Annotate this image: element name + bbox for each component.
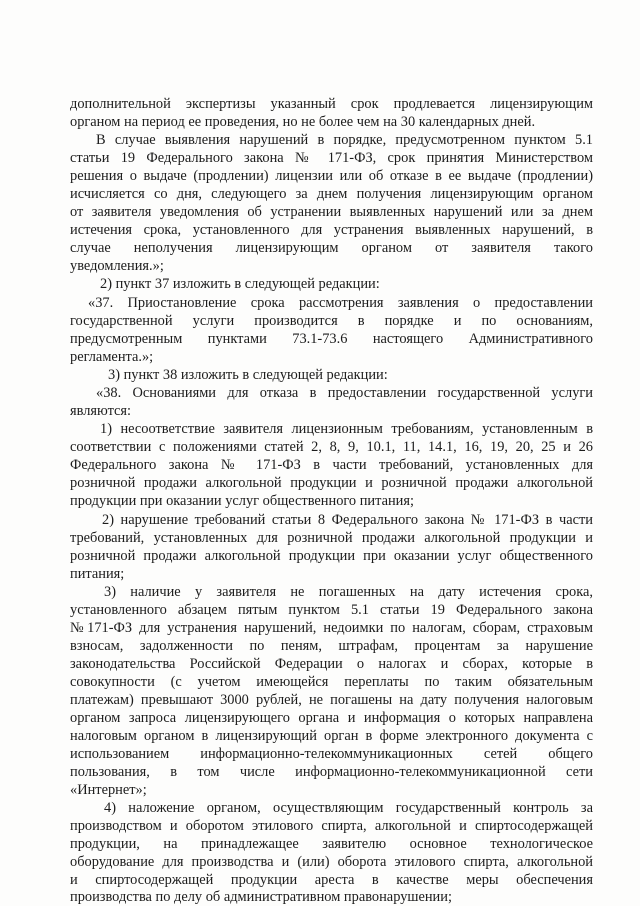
text-line: пользования, в том числе информационно-телекоммуникационной сети [70, 764, 593, 780]
text-line: органом на период ее проведения, но не более чем на 30 календарных дней. [70, 114, 536, 130]
text-line: случае неполучения лицензирующим органом от заявителя такого [70, 240, 593, 256]
text-line: органом запроса лицензирующего органа и информация о которых направлена [70, 710, 593, 726]
text-line: исчисляется со дня, следующего за днем получения лицензирующим органом [70, 186, 593, 202]
text-line: истечения срока, установленного для устранения выявленных нарушений, в [70, 222, 593, 238]
text-line: №171-ФЗ для устранения нарушений, недоимки по налогам, сборам, страховым [70, 620, 593, 636]
text-line: соответствии с положениями статей 2, 8, 9, 10.1, 11, 14.1, 16, 19, 20, 25 и 26 [70, 439, 593, 455]
text-line: установленного абзацем пятым пунктом 5.1 статьи 19 Федерального закона [70, 602, 593, 618]
text-line: продукции, на принадлежащее заявителю основное технологическое [70, 836, 593, 852]
text-line: 2) нарушение требований статьи 8 Федерального закона № 171-ФЗ в части [102, 512, 593, 528]
text-line: В случае выявления нарушений в порядке, предусмотренном пунктом 5.1 [96, 132, 593, 148]
text-line: требований, установленных для розничной продажи алкогольной продукции и [70, 530, 593, 546]
text-line: платежам) превышают 3000 рублей, не погашены на дату получения налоговым [70, 692, 593, 708]
text-line: использованием информационно-телекоммуникационных сетей общего [70, 746, 593, 762]
text-line: решения о выдаче (продлении) лицензии или об отказе в ее выдаче (продлении) [70, 168, 593, 184]
text-line: 3) пункт 38 изложить в следующей редакции: [108, 367, 388, 383]
text-line: совокупности (с учетом имеющейся переплаты по таким обязательным [70, 674, 593, 690]
text-line: и спиртосодержащей продукции ареста в качестве меры обеспечения [70, 872, 593, 888]
text-line: 3) наличие у заявителя не погашенных на дату истечения срока, [104, 584, 593, 600]
text-line: уведомления.»; [70, 258, 164, 274]
text-line: Федерального закона № 171-ФЗ в части требований, установленных для [70, 457, 593, 473]
text-line: «38. Основаниями для отказа в предоставлении государственной услуги [96, 385, 593, 401]
text-line: являются: [70, 403, 132, 419]
text-line: регламента.»; [70, 349, 154, 365]
text-line: розничной продажи алкогольной продукции и розничной продажи алкогольной [70, 475, 593, 491]
text-line: статьи 19 Федерального закона № 171-ФЗ, срок принятия Министерством [70, 150, 593, 166]
text-line: налоговым органом в лицензирующий орган в форме электронного документа с [70, 728, 593, 744]
text-line: оборудование для производства и (или) оборота этилового спирта, алкогольной [70, 854, 593, 870]
text-line: «37. Приостановление срока рассмотрения заявления о предоставлении [88, 295, 593, 311]
text-line: 2) пункт 37 изложить в следующей редакции: [100, 276, 380, 292]
text-line: 1) несоответствие заявителя лицензионным требованиям, установленным в [100, 421, 593, 437]
text-line: питания; [70, 566, 125, 582]
text-line: производством и оборотом этилового спирта, алкогольной и спиртосодержащей [70, 818, 593, 834]
text-line: от заявителя уведомления об устранении выявленных нарушений или за днем [70, 204, 593, 220]
text-line: продукции при оказании услуг общественного питания; [70, 493, 414, 509]
text-line: розничной продажи алкогольной продукции при оказании услуг общественного [70, 548, 593, 564]
text-line: взносам, задолженности по пеням, штрафам, процентам за нарушение [70, 638, 593, 654]
text-line: законодательства Российской Федерации о налогах и сборах, которые в [70, 656, 593, 672]
text-line: дополнительной экспертизы указанный срок продлевается лицензирующим [70, 96, 593, 112]
text-line: предусмотренным пунктами 73.1-73.6 настоящего Административного [70, 331, 593, 347]
text-line: «Интернет»; [70, 782, 147, 798]
text-line: 4) наложение органом, осуществляющим государственный контроль за [104, 800, 593, 816]
text-line: государственной услуги производится в порядке и по основаниям, [70, 313, 593, 329]
text-line: производства по делу об административном правонарушении; [70, 889, 452, 905]
